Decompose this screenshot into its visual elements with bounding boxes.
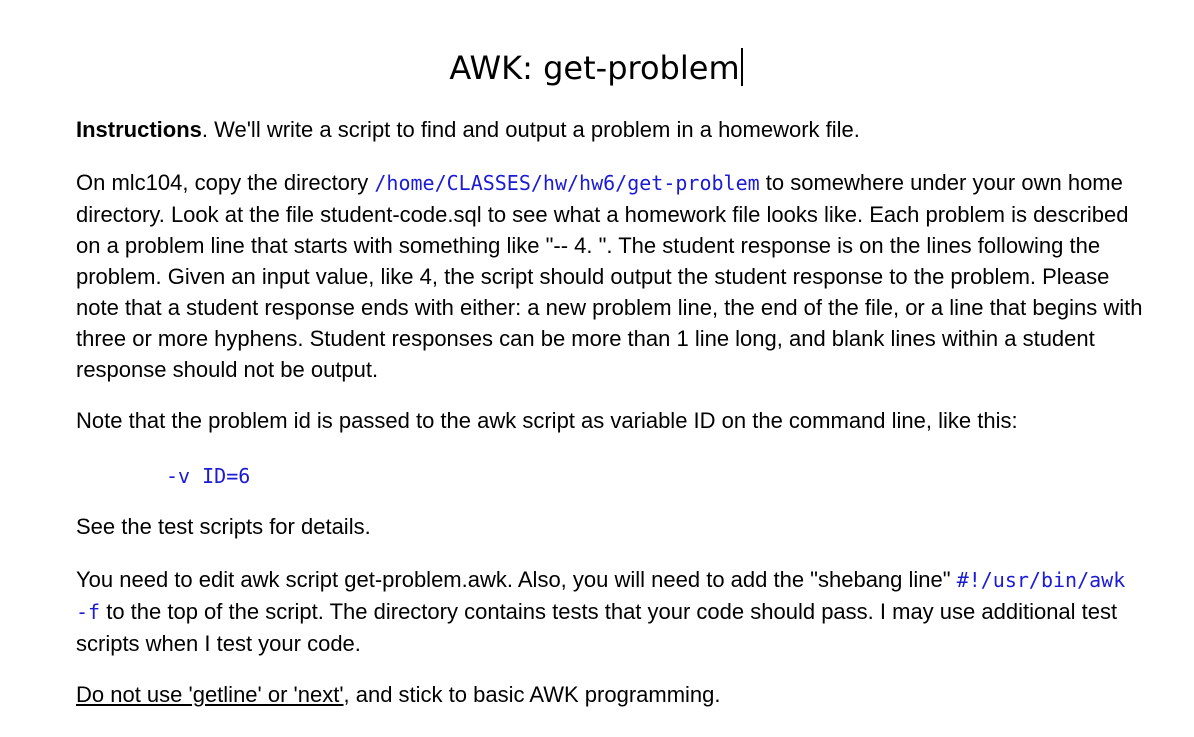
shebang-code: #!/usr/bin/awk -f (76, 568, 1126, 624)
restriction-rest: , and stick to basic AWK programming. (343, 682, 721, 707)
command-example-code: -v ID=6 (166, 464, 251, 488)
instructions-text: . We'll write a script to find and output a problem in a homework file. (201, 117, 860, 142)
text-cursor (741, 48, 743, 86)
problem-id-paragraph: Note that the problem id is passed to the awk script as variable ID on the command line, like this: (76, 408, 1018, 433)
para2-after: to somewhere under your own home directory. Look at the file student-code.sql to see what a homework file looks like. Each problem is described on a problem line that starts with something like "-- 4. ". The student response is on the lines following the problem. Given an input value, like 4, the script should output the student response to the problem. Please note that a student response ends with either: a new problem line, the end of the file, or a line that begins with three or more hyphens. Student responses can be more than 1 line long, and blank lines within a student response should not be output. (76, 170, 1143, 382)
para2-before: On mlc104, copy the directory (76, 170, 375, 195)
command-example (166, 460, 1194, 492)
instructions-label: Instructions (76, 117, 202, 142)
edit-script-paragraph (76, 564, 1146, 659)
para6-after: to the top of the script. The directory contains tests that your code should pass. I may use additional test scripts when I test your code. (76, 599, 1118, 656)
para6-before: You need to edit awk script get-problem.awk. Also, you will need to add the "shebang line" (76, 567, 957, 592)
page-title[interactable] (76, 46, 1116, 90)
directory-path-code: /home/CLASSES/hw/hw6/get-problem (374, 171, 760, 195)
title-text: AWK: get-problem (449, 49, 740, 87)
restriction-underlined: Do not use 'getline' or 'next' (76, 682, 344, 707)
restrictions-paragraph (76, 679, 1146, 710)
test-scripts-paragraph: See the test scripts for details. (76, 514, 371, 539)
copy-directory-paragraph (76, 167, 1146, 385)
instructions-paragraph (76, 114, 1146, 145)
